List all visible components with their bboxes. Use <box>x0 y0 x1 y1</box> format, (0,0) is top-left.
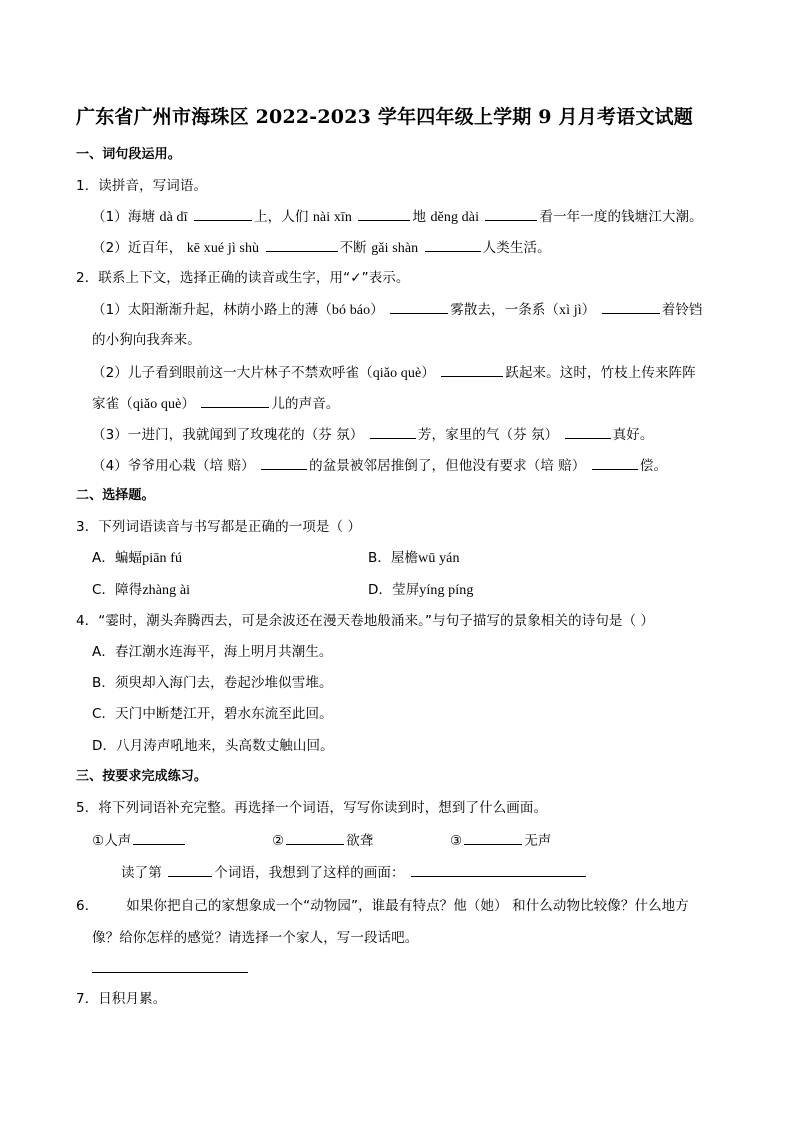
q1-text: 地 <box>412 209 427 225</box>
q2-text: 着铃铛 <box>661 302 703 318</box>
q1-text: （1）海塘 <box>92 209 156 225</box>
q5-text: 读了第 <box>121 865 162 881</box>
q2-text: 家雀（ <box>92 396 133 412</box>
item-number: ① <box>92 833 105 849</box>
option-a[interactable] <box>92 549 182 568</box>
answer-blank[interactable] <box>261 456 307 470</box>
pinyin: yíng píng <box>419 583 474 598</box>
pinyin-choice: xì jì <box>559 303 582 318</box>
answer-blank[interactable] <box>358 207 410 221</box>
q1-text: 不断 <box>339 240 367 256</box>
pinyin: kē xué jì shù <box>186 241 260 256</box>
pinyin: děng dài <box>430 210 480 225</box>
q1-text: 看一年一度的钱塘江大潮。 <box>539 209 703 225</box>
answer-blank[interactable] <box>390 300 448 314</box>
q2-text: ） <box>370 302 384 318</box>
question-6-line-2: 像？给你怎样的感觉？请选择一个家人，写一段话吧。 <box>92 930 419 946</box>
option-d[interactable] <box>368 581 473 600</box>
answer-blank[interactable] <box>133 831 185 845</box>
answer-blank[interactable] <box>425 238 481 252</box>
q2-text: ） <box>421 365 435 381</box>
answer-blank[interactable] <box>194 207 252 221</box>
option-d[interactable]: D．八月涛声吼地来，头高数丈触山回。 <box>92 738 334 754</box>
answer-blank[interactable] <box>565 425 611 439</box>
q2-text: 真好。 <box>612 427 654 443</box>
q6-text: 如果你把自己的家想象成一个“动物园”，谁最有特点？他（她） 和什么动物比较像？什么地方 <box>126 898 689 914</box>
pinyin: piān fú <box>142 551 183 566</box>
section-heading-3: 三、按要求完成练习。 <box>76 769 208 784</box>
question-2-line-3 <box>92 363 696 383</box>
answer-blank[interactable] <box>602 300 660 314</box>
answer-blank[interactable] <box>168 863 212 877</box>
answer-blank[interactable] <box>201 394 269 408</box>
option-b[interactable] <box>368 549 460 568</box>
option-label: D．莹屏 <box>368 582 420 598</box>
question-6-line-1 <box>76 897 689 915</box>
option-label: A．蝙蝠 <box>92 550 143 566</box>
page-title: 广东省广州市海珠区 2022-2023 学年四年级上学期 9 月月考语文试题 <box>76 106 693 128</box>
idiom-text: 人声 <box>104 833 132 849</box>
q1-text: （2）近百年， <box>92 240 183 256</box>
option-label: C．障得 <box>92 582 143 598</box>
pinyin: dà dī <box>159 210 188 225</box>
idiom-item-2 <box>272 831 373 850</box>
answer-blank[interactable] <box>592 456 638 470</box>
answer-blank[interactable] <box>441 363 503 377</box>
q2-text: 偿。 <box>639 458 668 474</box>
item-number: ③ <box>450 833 463 849</box>
option-c[interactable] <box>92 581 190 600</box>
question-4-stem: 4．“霎时，潮头奔腾西去，可是余波还在漫天卷地般涌来。”与句子描写的景象相关的诗句是（ ） <box>76 613 655 629</box>
question-1-line-2 <box>92 238 551 258</box>
idiom-item-1 <box>92 831 187 850</box>
pinyin: wū yán <box>418 551 460 566</box>
idiom-text: 欲聋 <box>346 833 374 849</box>
pinyin-choice: qiǎo què <box>132 397 182 412</box>
q2-text: 芳，家里的气（芬 氛） <box>417 427 559 443</box>
q2-text: 雾散去，一条系（ <box>450 302 560 318</box>
q2-text: （4）爷爷用心栽（培 赔） <box>92 458 255 474</box>
idiom-text: 无声 <box>524 833 552 849</box>
pinyin-choice: bó báo <box>331 303 371 318</box>
section-heading-1: 一、词句段运用。 <box>76 147 181 162</box>
pinyin: nài xīn <box>312 210 353 225</box>
q2-text: ） <box>181 396 196 412</box>
pinyin-choice: qiǎo què <box>372 366 422 381</box>
item-number: ② <box>272 833 285 849</box>
option-c[interactable]: C．天门中断楚江开，碧水东流至此回。 <box>92 706 333 722</box>
q2-text: （1）太阳渐渐升起，林荫小路上的薄（ <box>92 302 332 318</box>
q2-text: （2）儿子看到眼前这一大片林子不禁欢呼雀（ <box>92 365 373 381</box>
question-3-stem: 3．下列词语读音与书写都是正确的一项是（ ） <box>76 519 362 535</box>
q1-text: 人类生活。 <box>482 240 551 256</box>
question-1-stem: 1．读拼音，写词语。 <box>76 178 208 194</box>
question-5-stem: 5．将下列词语补充完整。再选择一个词语，写写你读到时，想到了什么画面。 <box>76 800 548 816</box>
question-2-stem <box>76 269 410 287</box>
q1-text: 上，人们 <box>254 209 309 225</box>
answer-blank[interactable] <box>286 831 344 845</box>
q2-stem-text: 2．联系上下文，选择正确的读音或生字，用“ <box>76 270 351 286</box>
answer-blank[interactable] <box>370 425 416 439</box>
question-number: 6． <box>76 898 99 914</box>
question-2-line-5 <box>92 425 654 444</box>
question-7-stem: 7．日积月累。 <box>76 991 167 1007</box>
option-a[interactable]: A．春江潮水连海平，海上明月共潮生。 <box>92 644 333 660</box>
answer-blank[interactable] <box>464 831 522 845</box>
answer-blank[interactable] <box>266 238 338 252</box>
q5-text: 个词语，我想到了这样的画面： <box>214 865 405 881</box>
checkmark-icon: ✓ <box>350 270 362 286</box>
answer-blank[interactable] <box>485 207 537 221</box>
q2-text: 的盆景被邻居推倒了，但他没有要求（培 赔） <box>309 458 586 474</box>
idiom-item-3 <box>450 831 551 850</box>
question-2-line-6 <box>92 456 667 475</box>
answer-line[interactable] <box>92 972 248 973</box>
q2-text: 跃起来。这时，竹枝上传来阵阵 <box>505 365 696 381</box>
question-2-line-2: 的小狗向我奔来。 <box>92 332 201 348</box>
q2-stem-text: ”表示。 <box>361 270 410 286</box>
question-2-line-4 <box>92 394 339 414</box>
q2-text: （3）一进门，我就闻到了玫瑰花的（芬 氛） <box>92 427 364 443</box>
question-2-line-1 <box>92 300 703 320</box>
q2-text: ） <box>581 302 596 318</box>
option-label: B．屋檐 <box>368 550 419 566</box>
section-heading-2: 二、选择题。 <box>76 488 155 503</box>
question-5-follow <box>121 863 588 882</box>
pinyin: gǎi shàn <box>371 241 419 256</box>
question-1-line-1 <box>92 207 703 227</box>
answer-blank[interactable] <box>411 863 586 877</box>
q2-text: 儿的声音。 <box>271 396 340 412</box>
option-b[interactable]: B．须臾却入海门去，卷起沙堆似雪堆。 <box>92 675 333 691</box>
pinyin: zhàng ài <box>142 583 191 598</box>
